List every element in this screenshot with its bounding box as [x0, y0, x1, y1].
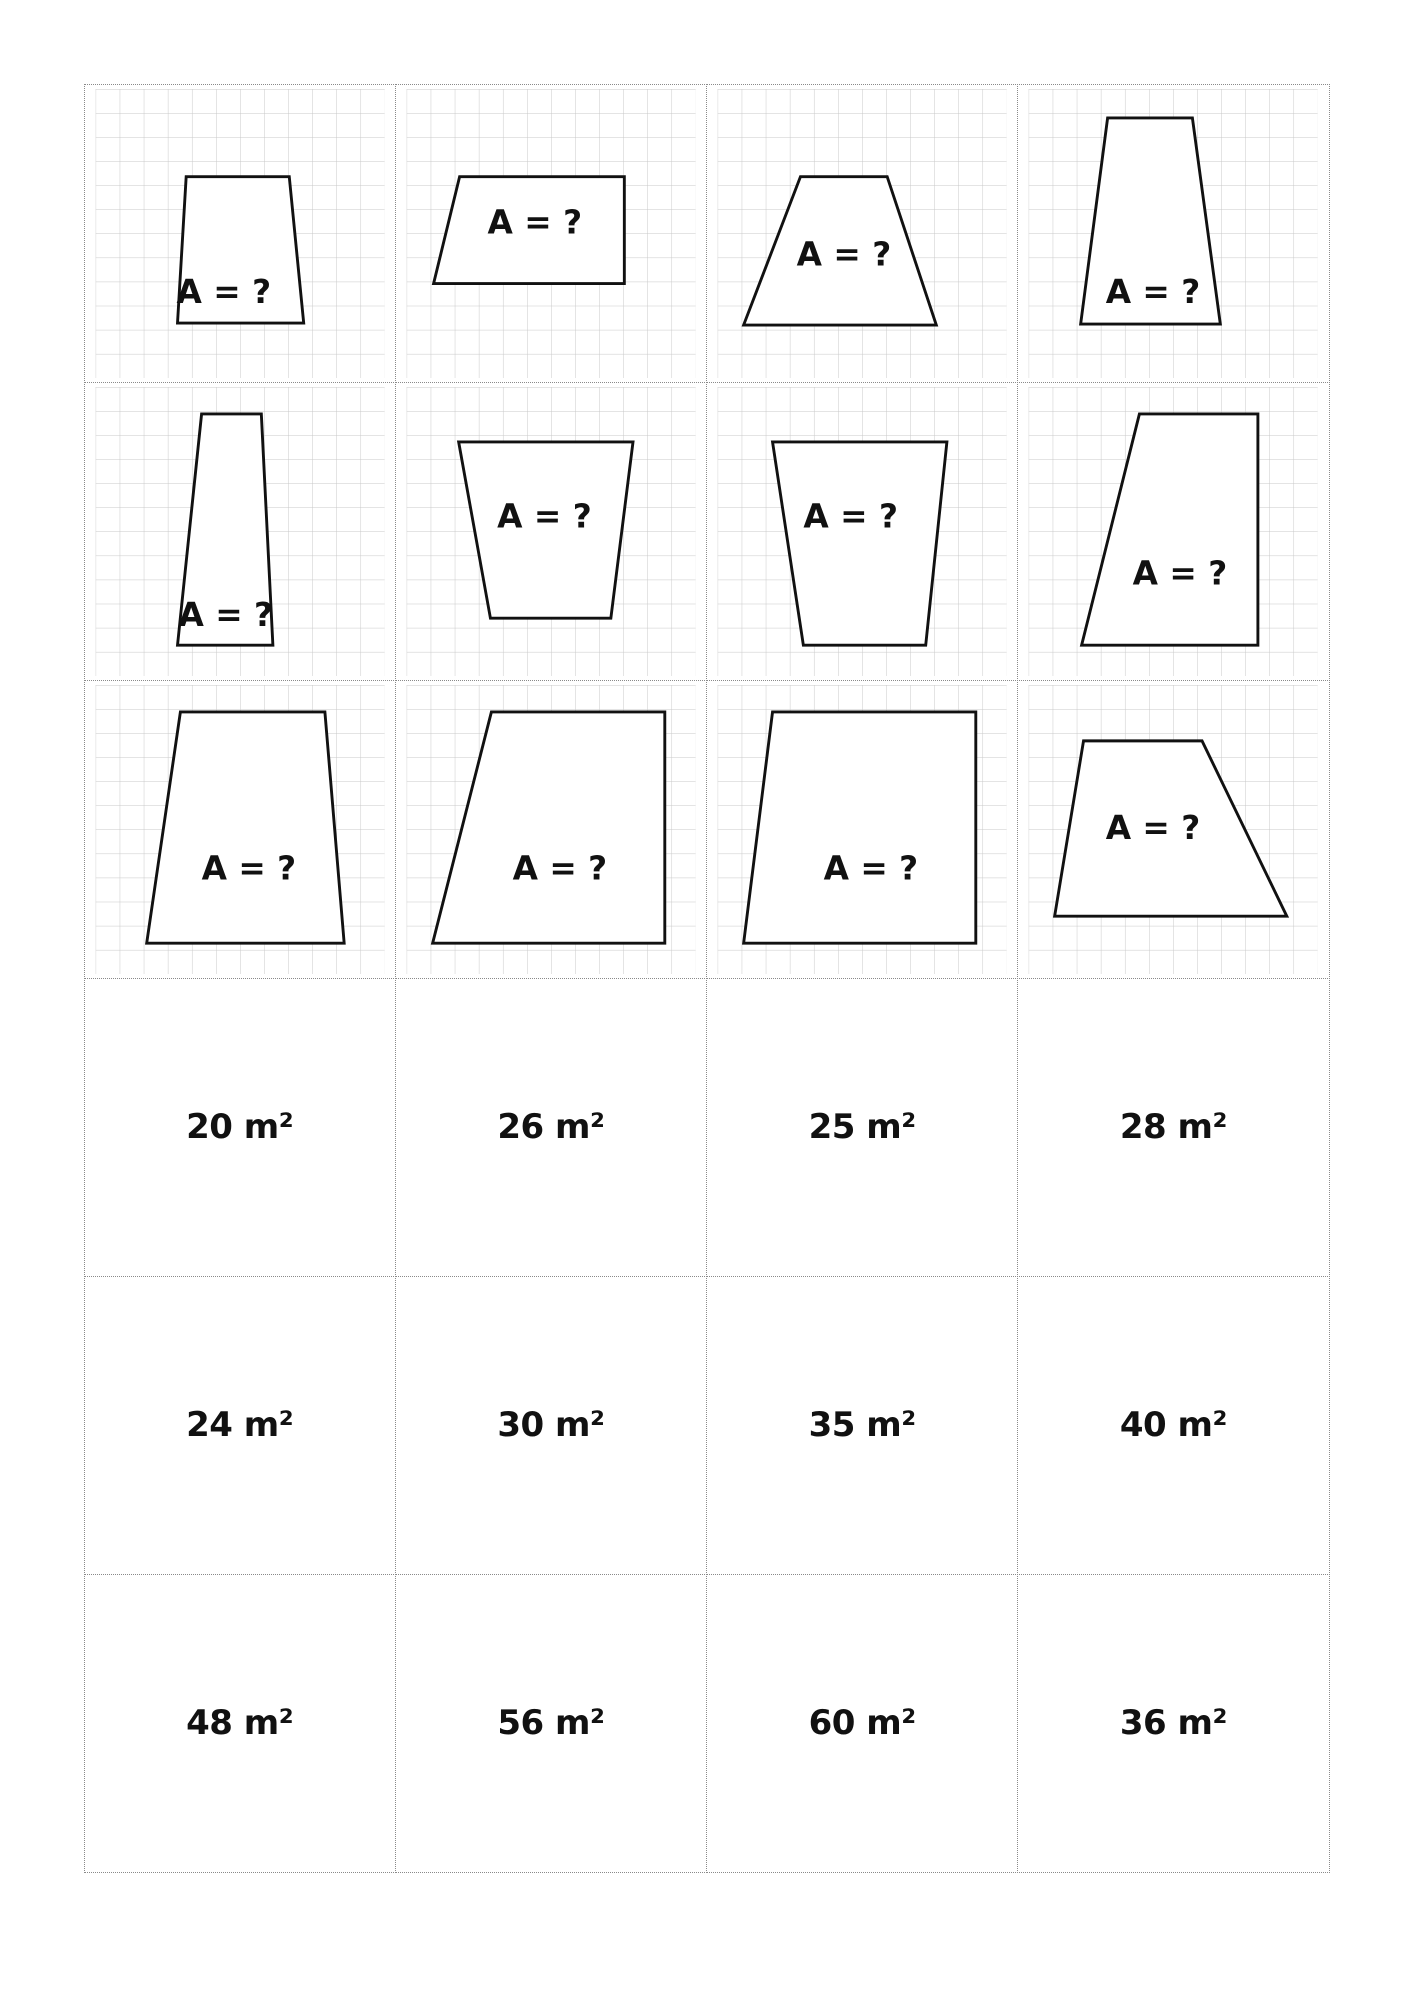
trapezoid-shape [1022, 89, 1324, 378]
trapezoid-shape [89, 89, 391, 378]
trapezoid-shape [711, 685, 1013, 974]
shape-card-12[interactable] [1017, 680, 1329, 979]
area-question-label: A = ? [803, 497, 898, 536]
answer-card[interactable] [1017, 1276, 1329, 1575]
answer-card[interactable] [84, 1276, 396, 1575]
area-question-label: A = ? [496, 497, 592, 536]
answer-value: 35 m² [808, 1405, 916, 1445]
answer-card[interactable] [706, 978, 1018, 1277]
shape-card-2[interactable] [395, 84, 707, 383]
answer-value: 20 m² [186, 1107, 294, 1147]
answer-value: 56 m² [497, 1703, 605, 1743]
shape-card-5[interactable] [84, 382, 396, 681]
answer-value: 40 m² [1119, 1405, 1227, 1445]
trapezoid-shape [1022, 685, 1324, 974]
answer-value: 60 m² [808, 1703, 916, 1743]
trapezoid-shape [1022, 387, 1324, 676]
area-question-label: A = ? [201, 849, 296, 888]
shape-card-4[interactable] [1017, 84, 1329, 383]
area-question-label: A = ? [1105, 272, 1201, 311]
trapezoid-shape [400, 685, 702, 974]
area-question-label: A = ? [487, 203, 582, 241]
answer-card[interactable] [706, 1276, 1018, 1575]
area-question-label: A = ? [177, 595, 273, 634]
answer-card[interactable] [84, 1574, 396, 1873]
card-sheet [84, 84, 1329, 1872]
answer-card[interactable] [706, 1574, 1018, 1873]
shape-card-8[interactable] [1017, 382, 1329, 681]
area-question-label: A = ? [512, 849, 607, 888]
answer-card[interactable] [395, 1276, 707, 1575]
shape-card-3[interactable] [706, 84, 1018, 383]
shape-card-11[interactable] [706, 680, 1018, 979]
answer-value: 25 m² [808, 1107, 916, 1147]
trapezoid-shape [89, 387, 391, 676]
answer-card[interactable] [1017, 978, 1329, 1277]
shape-card-7[interactable] [706, 382, 1018, 681]
area-question-label: A = ? [176, 272, 271, 311]
area-question-label: A = ? [823, 849, 919, 888]
answer-card[interactable] [1017, 1574, 1329, 1873]
answer-card[interactable] [84, 978, 396, 1277]
trapezoid-shape [89, 685, 391, 974]
trapezoid-shape [711, 89, 1013, 378]
area-question-label: A = ? [796, 234, 892, 273]
shape-card-1[interactable] [84, 84, 396, 383]
answer-card[interactable] [395, 1574, 707, 1873]
answer-value: 28 m² [1119, 1107, 1227, 1147]
answer-value: 26 m² [497, 1107, 605, 1147]
answer-value: 24 m² [186, 1405, 294, 1445]
trapezoid-shape [400, 89, 702, 378]
answer-value: 48 m² [186, 1703, 294, 1743]
answer-value: 30 m² [497, 1405, 605, 1445]
answer-card[interactable] [395, 978, 707, 1277]
shape-card-6[interactable] [395, 382, 707, 681]
trapezoid-shape [711, 387, 1013, 676]
shape-card-10[interactable] [395, 680, 707, 979]
area-question-label: A = ? [1105, 808, 1201, 847]
answer-value: 36 m² [1119, 1703, 1227, 1743]
trapezoid-shape [400, 387, 702, 676]
shape-card-9[interactable] [84, 680, 396, 979]
area-question-label: A = ? [1132, 553, 1228, 592]
